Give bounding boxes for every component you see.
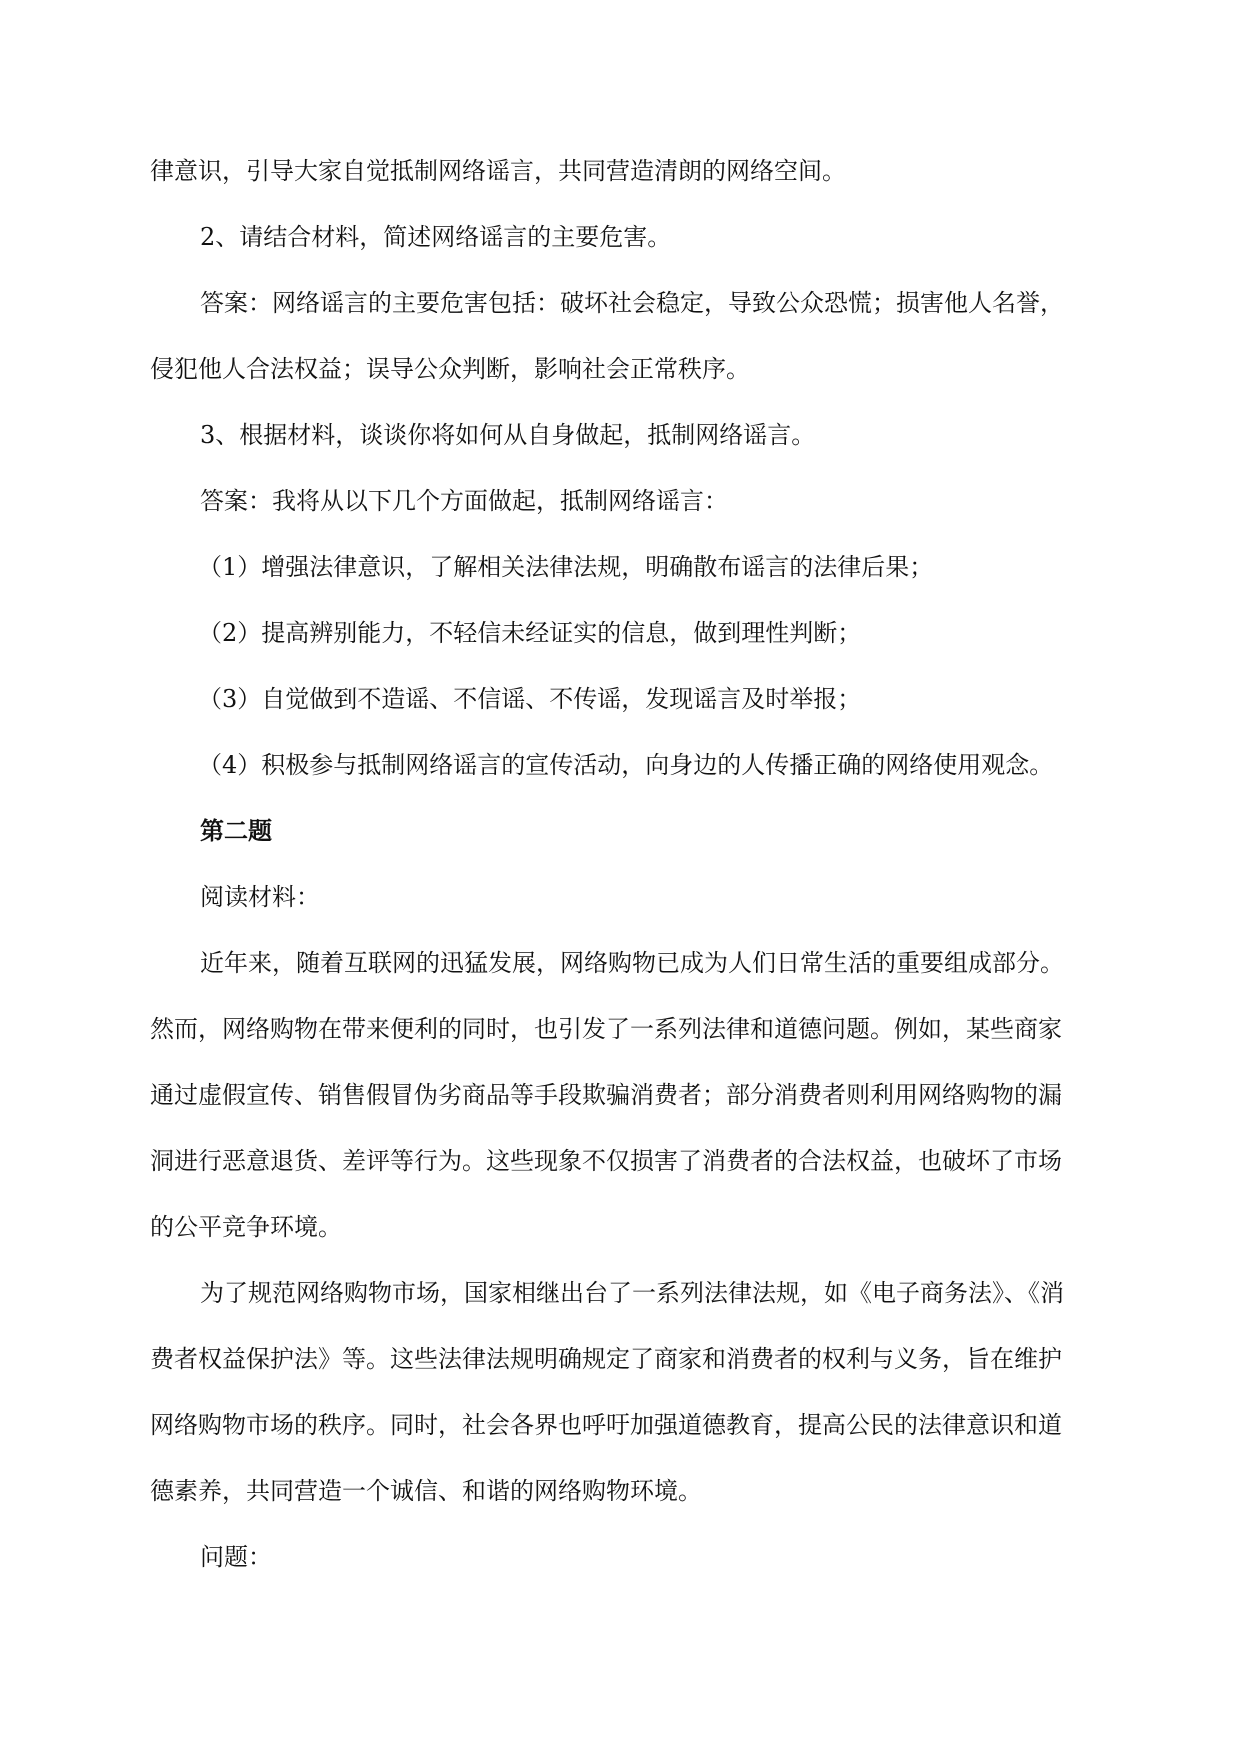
paragraph-2-line-3: 网络购物市场的秩序。同时，社会各界也呼吁加强道德教育，提高公民的法律意识和道 <box>150 1411 1062 1439</box>
section-2-title: 第二题 <box>200 816 272 845</box>
paragraph-1-line-3: 通过虚假宣传、销售假冒伪劣商品等手段欺骗消费者；部分消费者则利用网络购物的漏 <box>150 1081 1062 1109</box>
reading-label: 阅读材料： <box>200 883 320 911</box>
paragraph-1-line-1: 近年来，随着互联网的迅猛发展，网络购物已成为人们日常生活的重要组成部分。 <box>200 949 1064 977</box>
answer-3-item-4: （4）积极参与抵制网络谣言的宣传活动，向身边的人传播正确的网络使用观念。 <box>198 751 1054 779</box>
question-3: 3、根据材料，谈谈你将如何从自身做起，抵制网络谣言。 <box>200 421 816 449</box>
paragraph-1-line-5: 的公平竞争环境。 <box>150 1213 342 1241</box>
answer-3-item-1: （1）增强法律意识，了解相关法律法规，明确散布谣言的法律后果； <box>198 553 934 581</box>
continuation-line: 律意识，引导大家自觉抵制网络谣言，共同营造清朗的网络空间。 <box>150 157 846 185</box>
paragraph-2-line-4: 德素养，共同营造一个诚信、和谐的网络购物环境。 <box>150 1477 702 1505</box>
paragraph-2-line-2: 费者权益保护法》等。这些法律法规明确规定了商家和消费者的权利与义务，旨在维护 <box>150 1345 1062 1373</box>
answer-3-item-2: （2）提高辨别能力，不轻信未经证实的信息，做到理性判断； <box>198 619 862 647</box>
paragraph-1-line-4: 洞进行恶意退货、差评等行为。这些现象不仅损害了消费者的合法权益，也破坏了市场 <box>150 1147 1062 1175</box>
answer-2-line-1: 答案：网络谣言的主要危害包括：破坏社会稳定，导致公众恐慌；损害他人名誉， <box>200 289 1064 317</box>
question-2: 2、请结合材料，简述网络谣言的主要危害。 <box>200 223 672 251</box>
answer-2-line-2: 侵犯他人合法权益；误导公众判断，影响社会正常秩序。 <box>150 355 750 383</box>
answer-3-item-3: （3）自觉做到不造谣、不信谣、不传谣，发现谣言及时举报； <box>198 685 862 713</box>
paragraph-1-line-2: 然而，网络购物在带来便利的同时，也引发了一系列法律和道德问题。例如，某些商家 <box>150 1015 1062 1043</box>
paragraph-2-line-1: 为了规范网络购物市场，国家相继出台了一系列法律法规，如《电子商务法》、《消 <box>200 1279 1064 1307</box>
document-body <box>150 138 1090 1590</box>
answer-3-intro: 答案：我将从以下几个方面做起，抵制网络谣言： <box>200 487 728 515</box>
question-label: 问题： <box>200 1543 272 1571</box>
